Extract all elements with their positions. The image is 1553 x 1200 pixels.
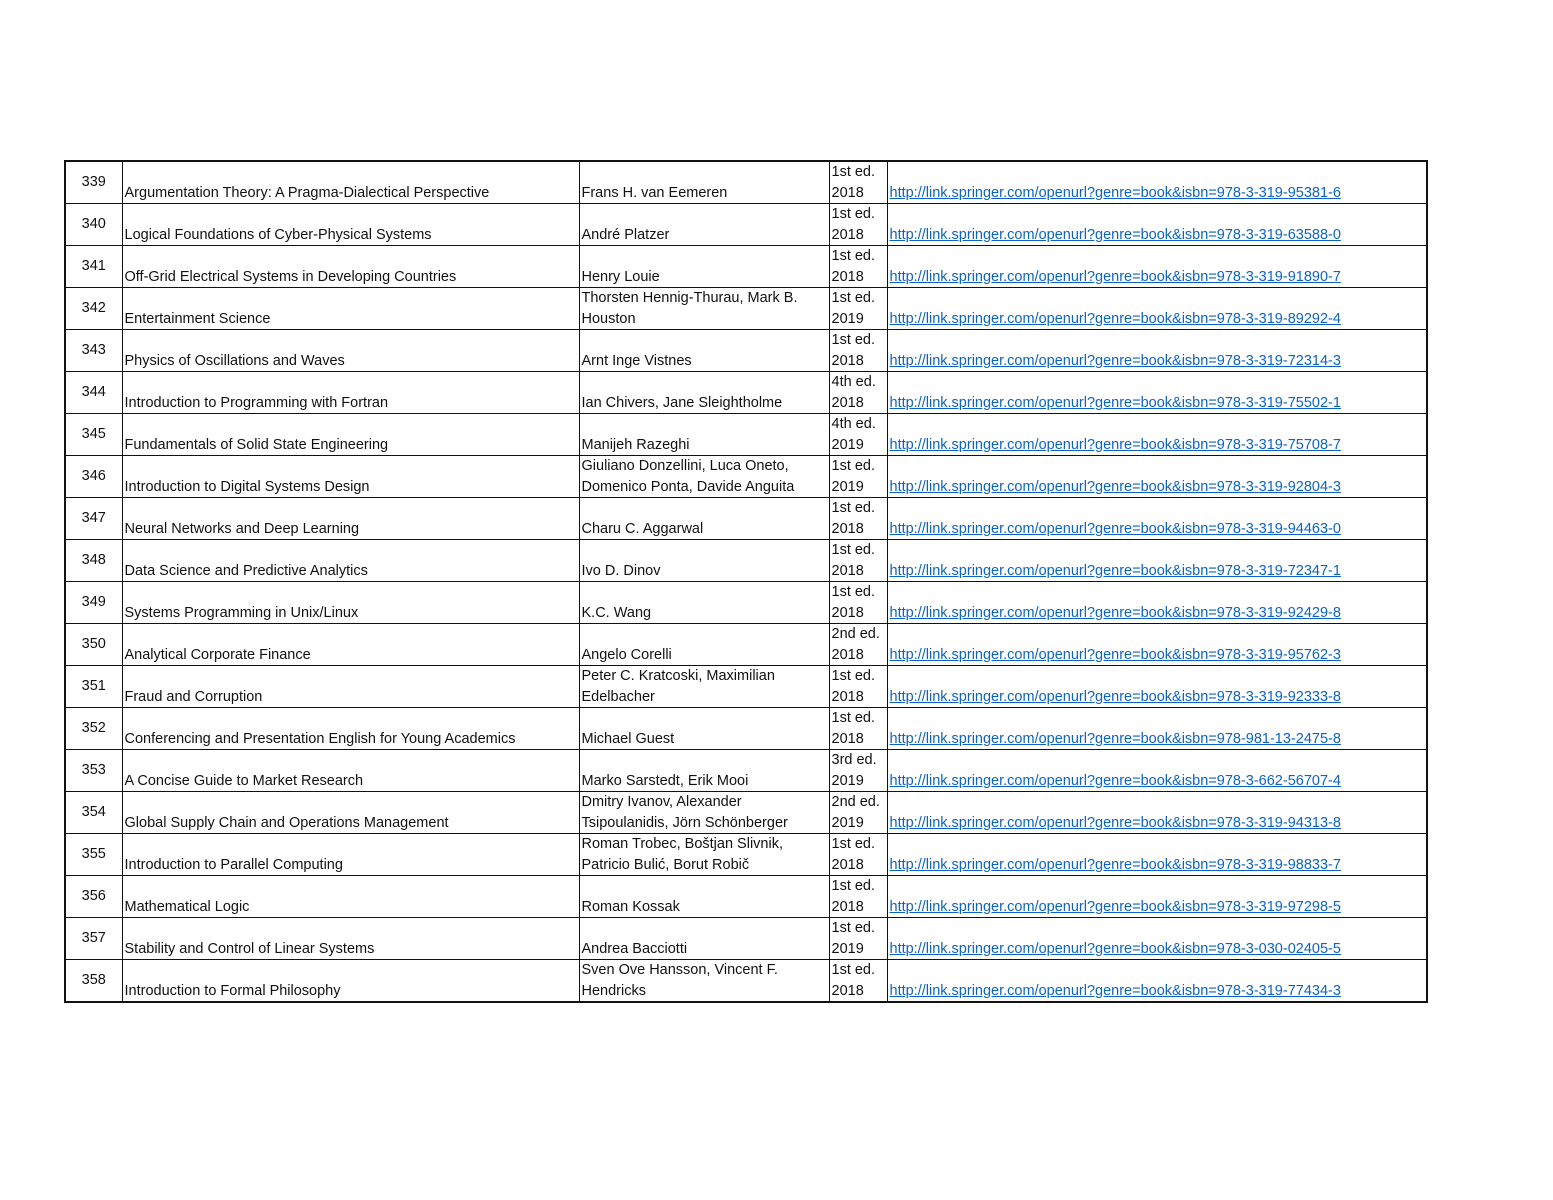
book-edition — [829, 456, 887, 498]
book-edition — [829, 792, 887, 834]
book-edition — [829, 666, 887, 708]
book-link-cell — [887, 624, 1426, 666]
book-link-cell — [887, 540, 1426, 582]
book-link-cell — [887, 834, 1426, 876]
table-row — [66, 246, 1426, 288]
edition-label: 1st ed. — [831, 878, 876, 894]
book-title: Off-Grid Electrical Systems in Developing Countries — [122, 246, 579, 288]
book-edition — [829, 372, 887, 414]
springer-link[interactable]: http://link.springer.com/openurl?genre=book&isbn=978-3-319-92429-8 — [889, 604, 1341, 621]
book-authors — [579, 960, 829, 1002]
book-edition — [829, 960, 887, 1002]
edition-year: 2018 — [831, 898, 864, 915]
book-edition — [829, 876, 887, 918]
row-number: 348 — [66, 540, 122, 582]
table-row — [66, 456, 1426, 498]
springer-link[interactable]: http://link.springer.com/openurl?genre=book&isbn=978-3-319-97298-5 — [889, 898, 1341, 915]
row-number: 345 — [66, 414, 122, 456]
row-number: 340 — [66, 204, 122, 246]
edition-label: 3rd ed. — [831, 752, 877, 768]
author-line-1: Roman Trobec, Boštjan Slivnik, — [581, 836, 783, 852]
springer-link[interactable]: http://link.springer.com/openurl?genre=book&isbn=978-3-319-92804-3 — [889, 478, 1341, 495]
author-line-2: Ivo D. Dinov — [581, 562, 661, 579]
book-title: Entertainment Science — [122, 288, 579, 330]
table-row — [66, 498, 1426, 540]
edition-label: 1st ed. — [831, 500, 876, 516]
edition-label: 4th ed. — [831, 374, 876, 390]
book-link-cell — [887, 960, 1426, 1002]
book-link-cell — [887, 288, 1426, 330]
row-number: 346 — [66, 456, 122, 498]
table-row — [66, 792, 1426, 834]
edition-label: 1st ed. — [831, 668, 876, 684]
edition-year: 2018 — [831, 352, 864, 369]
book-link-cell — [887, 792, 1426, 834]
table-row — [66, 876, 1426, 918]
edition-label: 1st ed. — [831, 164, 876, 180]
table-row — [66, 414, 1426, 456]
edition-year: 2018 — [831, 982, 864, 999]
row-number: 351 — [66, 666, 122, 708]
springer-link[interactable]: http://link.springer.com/openurl?genre=book&isbn=978-3-319-77434-3 — [889, 982, 1341, 999]
book-link-cell — [887, 414, 1426, 456]
book-authors — [579, 750, 829, 792]
row-number: 342 — [66, 288, 122, 330]
book-authors — [579, 330, 829, 372]
author-line-2: Patricio Bulić, Borut Robič — [581, 856, 750, 873]
row-number: 354 — [66, 792, 122, 834]
book-authors — [579, 372, 829, 414]
table-row — [66, 750, 1426, 792]
edition-label: 1st ed. — [831, 962, 876, 978]
book-link-cell — [887, 750, 1426, 792]
table-row — [66, 162, 1426, 204]
author-line-2: Arnt Inge Vistnes — [581, 352, 692, 369]
springer-link[interactable]: http://link.springer.com/openurl?genre=book&isbn=978-3-319-75502-1 — [889, 394, 1341, 411]
book-title: Logical Foundations of Cyber-Physical Systems — [122, 204, 579, 246]
edition-label: 1st ed. — [831, 920, 876, 936]
edition-year: 2018 — [831, 856, 864, 873]
springer-link[interactable]: http://link.springer.com/openurl?genre=book&isbn=978-3-319-92333-8 — [889, 688, 1341, 705]
book-title: Introduction to Parallel Computing — [122, 834, 579, 876]
book-link-cell — [887, 456, 1426, 498]
author-line-2: Roman Kossak — [581, 898, 680, 915]
book-edition — [829, 750, 887, 792]
book-authors — [579, 414, 829, 456]
edition-year: 2019 — [831, 772, 864, 789]
book-authors — [579, 456, 829, 498]
book-authors — [579, 246, 829, 288]
springer-link[interactable]: http://link.springer.com/openurl?genre=book&isbn=978-981-13-2475-8 — [889, 730, 1341, 747]
book-title: Neural Networks and Deep Learning — [122, 498, 579, 540]
edition-year: 2019 — [831, 814, 864, 831]
book-title: Introduction to Formal Philosophy — [122, 960, 579, 1002]
book-edition — [829, 204, 887, 246]
book-authors — [579, 204, 829, 246]
book-title: Physics of Oscillations and Waves — [122, 330, 579, 372]
edition-label: 4th ed. — [831, 416, 876, 432]
book-authors — [579, 834, 829, 876]
author-line-2: Edelbacher — [581, 688, 655, 705]
book-edition — [829, 162, 887, 204]
springer-link[interactable]: http://link.springer.com/openurl?genre=book&isbn=978-3-319-94463-0 — [889, 520, 1341, 537]
table-row — [66, 204, 1426, 246]
author-line-2: Domenico Ponta, Davide Anguita — [581, 478, 795, 495]
springer-link[interactable]: http://link.springer.com/openurl?genre=book&isbn=978-3-319-98833-7 — [889, 856, 1341, 873]
springer-link[interactable]: http://link.springer.com/openurl?genre=book&isbn=978-3-319-63588-0 — [889, 226, 1341, 243]
book-title: Introduction to Digital Systems Design — [122, 456, 579, 498]
author-line-2: Frans H. van Eemeren — [581, 184, 728, 201]
edition-label: 1st ed. — [831, 248, 876, 264]
table-row — [66, 330, 1426, 372]
row-number: 339 — [66, 162, 122, 204]
book-edition — [829, 246, 887, 288]
row-number: 358 — [66, 960, 122, 1002]
author-line-2: K.C. Wang — [581, 604, 652, 621]
book-title: Fundamentals of Solid State Engineering — [122, 414, 579, 456]
row-number: 350 — [66, 624, 122, 666]
row-number: 341 — [66, 246, 122, 288]
book-title: Mathematical Logic — [122, 876, 579, 918]
table-row — [66, 372, 1426, 414]
springer-link[interactable]: http://link.springer.com/openurl?genre=book&isbn=978-3-319-91890-7 — [889, 268, 1341, 285]
table-row — [66, 708, 1426, 750]
book-link-cell — [887, 162, 1426, 204]
author-line-2: Andrea Bacciotti — [581, 940, 688, 957]
book-table — [66, 162, 1426, 1001]
edition-year: 2018 — [831, 268, 864, 285]
author-line-1: Peter C. Kratcoski, Maximilian — [581, 668, 775, 684]
row-number: 352 — [66, 708, 122, 750]
author-line-1: Dmitry Ivanov, Alexander — [581, 794, 742, 810]
row-number: 357 — [66, 918, 122, 960]
edition-label: 2nd ed. — [831, 794, 880, 810]
book-title: Data Science and Predictive Analytics — [122, 540, 579, 582]
book-link-cell — [887, 246, 1426, 288]
row-number: 343 — [66, 330, 122, 372]
springer-link[interactable]: http://link.springer.com/openurl?genre=book&isbn=978-3-662-56707-4 — [889, 772, 1341, 789]
edition-year: 2018 — [831, 520, 864, 537]
author-line-2: Marko Sarstedt, Erik Mooi — [581, 772, 749, 789]
book-link-cell — [887, 666, 1426, 708]
book-link-cell — [887, 708, 1426, 750]
book-authors — [579, 162, 829, 204]
springer-link[interactable]: http://link.springer.com/openurl?genre=book&isbn=978-3-319-89292-4 — [889, 310, 1341, 327]
springer-link[interactable]: http://link.springer.com/openurl?genre=book&isbn=978-3-319-95381-6 — [889, 184, 1341, 201]
table-row — [66, 960, 1426, 1002]
row-number: 355 — [66, 834, 122, 876]
edition-year: 2019 — [831, 310, 864, 327]
author-line-2: Manijeh Razeghi — [581, 436, 690, 453]
springer-link[interactable]: http://link.springer.com/openurl?genre=book&isbn=978-3-319-94313-8 — [889, 814, 1341, 831]
table-row — [66, 666, 1426, 708]
book-edition — [829, 834, 887, 876]
edition-year: 2019 — [831, 436, 864, 453]
book-authors — [579, 582, 829, 624]
book-link-cell — [887, 582, 1426, 624]
edition-label: 1st ed. — [831, 458, 876, 474]
edition-year: 2018 — [831, 730, 864, 747]
edition-year: 2018 — [831, 562, 864, 579]
springer-link[interactable]: http://link.springer.com/openurl?genre=book&isbn=978-3-319-72314-3 — [889, 352, 1341, 369]
edition-year: 2019 — [831, 478, 864, 495]
book-edition — [829, 918, 887, 960]
book-title: Stability and Control of Linear Systems — [122, 918, 579, 960]
author-line-1: Sven Ove Hansson, Vincent F. — [581, 962, 778, 978]
table-row — [66, 540, 1426, 582]
book-authors — [579, 288, 829, 330]
book-authors — [579, 876, 829, 918]
book-edition — [829, 540, 887, 582]
row-number: 353 — [66, 750, 122, 792]
row-number: 349 — [66, 582, 122, 624]
edition-year: 2018 — [831, 688, 864, 705]
author-line-2: Charu C. Aggarwal — [581, 520, 704, 537]
author-line-2: Michael Guest — [581, 730, 675, 747]
row-number: 356 — [66, 876, 122, 918]
row-number: 344 — [66, 372, 122, 414]
book-title: Introduction to Programming with Fortran — [122, 372, 579, 414]
book-title: Argumentation Theory: A Pragma-Dialectical Perspective — [122, 162, 579, 204]
author-line-2: Angelo Corelli — [581, 646, 672, 663]
book-authors — [579, 540, 829, 582]
edition-label: 1st ed. — [831, 290, 876, 306]
book-link-cell — [887, 330, 1426, 372]
table-row — [66, 624, 1426, 666]
edition-year: 2018 — [831, 226, 864, 243]
book-edition — [829, 288, 887, 330]
book-authors — [579, 624, 829, 666]
book-title: Conferencing and Presentation English for Young Academics — [122, 708, 579, 750]
book-edition — [829, 414, 887, 456]
edition-label: 1st ed. — [831, 584, 876, 600]
book-edition — [829, 330, 887, 372]
author-line-2: Ian Chivers, Jane Sleightholme — [581, 394, 783, 411]
author-line-2: Henry Louie — [581, 268, 660, 285]
edition-label: 1st ed. — [831, 836, 876, 852]
book-link-cell — [887, 918, 1426, 960]
author-line-2: Tsipoulanidis, Jörn Schönberger — [581, 814, 788, 831]
author-line-1: Thorsten Hennig-Thurau, Mark B. — [581, 290, 798, 306]
book-authors — [579, 498, 829, 540]
book-edition — [829, 708, 887, 750]
author-line-2: Hendricks — [581, 982, 646, 999]
springer-link[interactable]: http://link.springer.com/openurl?genre=book&isbn=978-3-319-95762-3 — [889, 646, 1341, 663]
book-edition — [829, 582, 887, 624]
book-authors — [579, 708, 829, 750]
edition-year: 2018 — [831, 184, 864, 201]
springer-link[interactable]: http://link.springer.com/openurl?genre=book&isbn=978-3-319-72347-1 — [889, 562, 1341, 579]
edition-year: 2019 — [831, 940, 864, 957]
edition-year: 2018 — [831, 646, 864, 663]
book-table-body — [66, 162, 1426, 1001]
book-edition — [829, 498, 887, 540]
book-authors — [579, 666, 829, 708]
edition-year: 2018 — [831, 394, 864, 411]
table-row — [66, 918, 1426, 960]
edition-label: 1st ed. — [831, 542, 876, 558]
book-link-cell — [887, 876, 1426, 918]
springer-link[interactable]: http://link.springer.com/openurl?genre=book&isbn=978-3-030-02405-5 — [889, 940, 1341, 957]
edition-label: 1st ed. — [831, 332, 876, 348]
book-edition — [829, 624, 887, 666]
book-title: Systems Programming in Unix/Linux — [122, 582, 579, 624]
table-row — [66, 582, 1426, 624]
springer-link[interactable]: http://link.springer.com/openurl?genre=book&isbn=978-3-319-75708-7 — [889, 436, 1341, 453]
edition-label: 2nd ed. — [831, 626, 880, 642]
edition-year: 2018 — [831, 604, 864, 621]
table-row — [66, 288, 1426, 330]
author-line-2: Houston — [581, 310, 636, 327]
book-link-cell — [887, 204, 1426, 246]
book-authors — [579, 792, 829, 834]
author-line-1: Giuliano Donzellini, Luca Oneto, — [581, 458, 789, 474]
book-link-cell — [887, 372, 1426, 414]
book-title: A Concise Guide to Market Research — [122, 750, 579, 792]
book-title: Analytical Corporate Finance — [122, 624, 579, 666]
author-line-2: André Platzer — [581, 226, 670, 243]
edition-label: 1st ed. — [831, 206, 876, 222]
book-title: Fraud and Corruption — [122, 666, 579, 708]
book-authors — [579, 918, 829, 960]
book-list-sheet — [64, 160, 1428, 1003]
book-title: Global Supply Chain and Operations Management — [122, 792, 579, 834]
row-number: 347 — [66, 498, 122, 540]
book-link-cell — [887, 498, 1426, 540]
table-row — [66, 834, 1426, 876]
edition-label: 1st ed. — [831, 710, 876, 726]
